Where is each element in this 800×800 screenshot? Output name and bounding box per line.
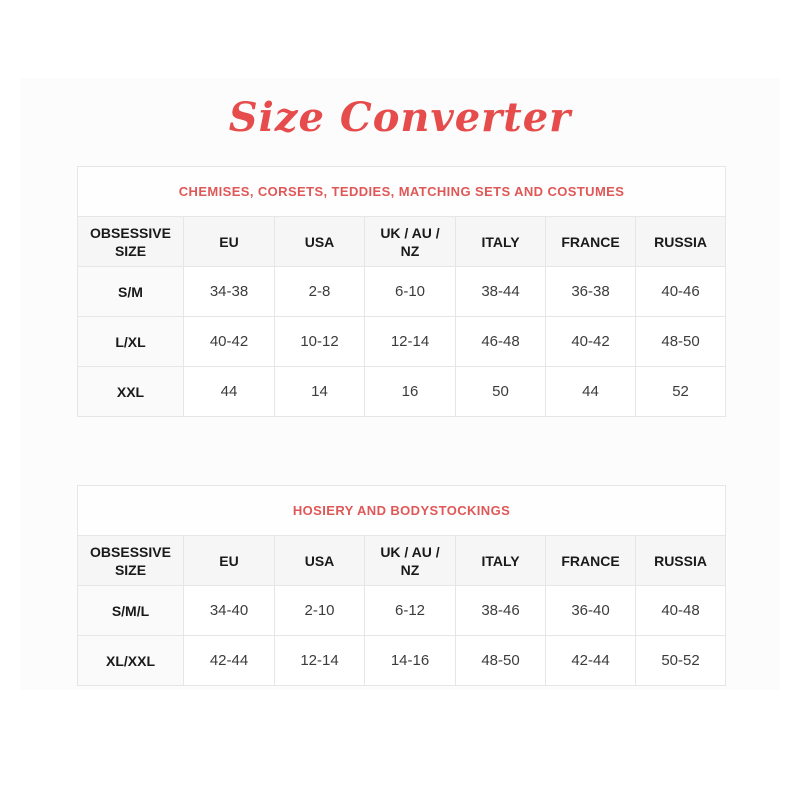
table-header-row [78,217,726,267]
column-header-italy: ITALY [456,217,546,267]
row-label: L/XL [78,317,184,367]
size-cell: 12-14 [365,317,456,367]
size-cell: 6-12 [365,586,456,636]
table-row [78,586,726,636]
size-cell: 40-46 [636,267,726,317]
column-header-eu: EU [184,536,275,586]
column-header-obsessive-size: OBSESSIVE SIZE [78,217,184,267]
size-cell: 36-38 [546,267,636,317]
size-cell: 42-44 [184,636,275,686]
column-header-eu: EU [184,217,275,267]
row-label: S/M [78,267,184,317]
size-cell: 34-40 [184,586,275,636]
table-section-title: CHEMISES, CORSETS, TEDDIES, MATCHING SETS AND COSTUMES [78,167,726,217]
row-label: S/M/L [78,586,184,636]
table-section-title: HOSIERY AND BODYSTOCKINGS [78,486,726,536]
column-header-russia: RUSSIA [636,536,726,586]
size-cell: 14-16 [365,636,456,686]
column-header-france: FRANCE [546,536,636,586]
size-cell: 36-40 [546,586,636,636]
row-label: XXL [78,367,184,417]
size-cell: 42-44 [546,636,636,686]
column-header-uk-au-nz: UK / AU / NZ [365,536,456,586]
size-cell: 46-48 [456,317,546,367]
size-cell: 50 [456,367,546,417]
table-header-row [78,536,726,586]
column-header-obsessive-size: OBSESSIVE SIZE [78,536,184,586]
size-cell: 40-48 [636,586,726,636]
row-label: XL/XXL [78,636,184,686]
table-row [78,367,726,417]
size-cell: 44 [546,367,636,417]
size-cell: 12-14 [275,636,365,686]
size-cell: 14 [275,367,365,417]
column-header-russia: RUSSIA [636,217,726,267]
size-table-chemises [77,166,726,417]
table-row [78,636,726,686]
column-header-usa: USA [275,217,365,267]
size-cell: 52 [636,367,726,417]
size-cell: 38-44 [456,267,546,317]
size-cell: 40-42 [184,317,275,367]
table-section-row [78,486,726,536]
page-title: Size Converter [228,94,572,141]
size-table-hosiery [77,485,726,686]
table-row [78,267,726,317]
size-cell: 40-42 [546,317,636,367]
column-header-uk-au-nz: UK / AU / NZ [365,217,456,267]
size-cell: 2-8 [275,267,365,317]
column-header-italy: ITALY [456,536,546,586]
size-cell: 48-50 [636,317,726,367]
size-cell: 50-52 [636,636,726,686]
size-cell: 38-46 [456,586,546,636]
size-cell: 6-10 [365,267,456,317]
column-header-france: FRANCE [546,217,636,267]
column-header-usa: USA [275,536,365,586]
size-cell: 16 [365,367,456,417]
size-cell: 10-12 [275,317,365,367]
table-section-row [78,167,726,217]
size-cell: 48-50 [456,636,546,686]
size-cell: 44 [184,367,275,417]
size-cell: 2-10 [275,586,365,636]
size-cell: 34-38 [184,267,275,317]
table-row [78,317,726,367]
